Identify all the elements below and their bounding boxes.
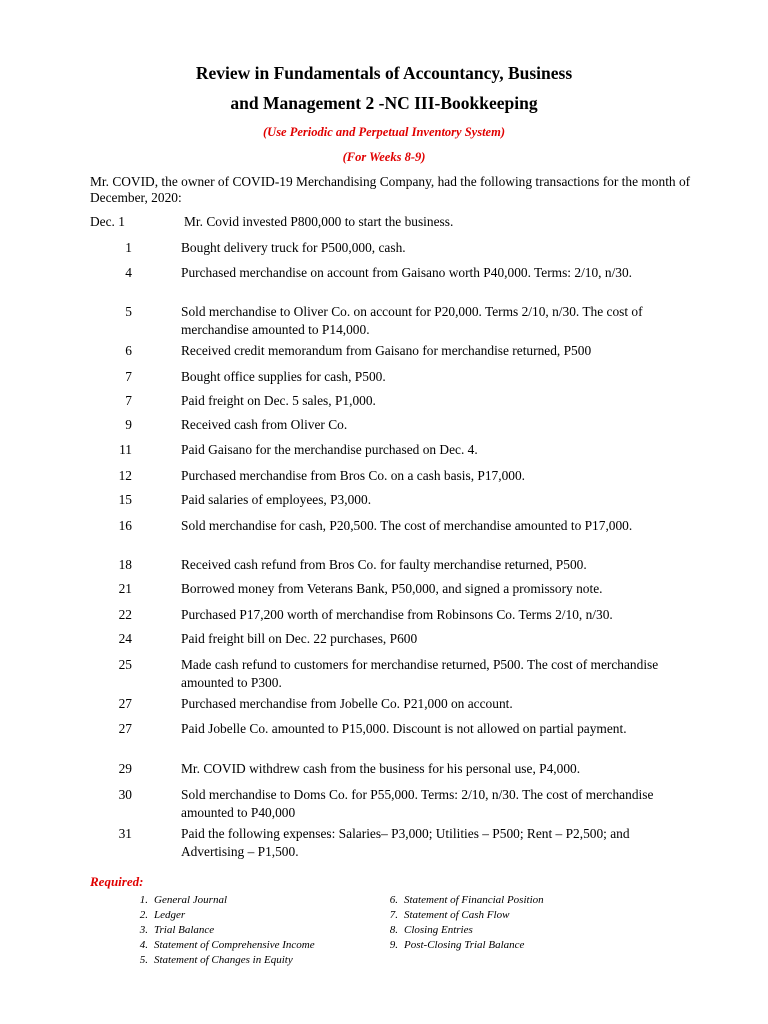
list-text: Statement of Cash Flow	[404, 909, 510, 921]
list-item	[126, 908, 315, 923]
transaction-day: 31	[118, 826, 132, 841]
list-item	[126, 953, 315, 968]
transaction-day: 15	[118, 492, 132, 507]
intro-paragraph: Mr. COVID, the owner of COVID-19 Merchandising Company, had the following transactions for the month of December, 2020:	[90, 174, 691, 205]
transaction-description: Sold merchandise for cash, P20,500. The cost of merchandise amounted to P17,000.	[181, 518, 633, 533]
transaction-day: 11	[119, 442, 132, 457]
list-text: Trial Balance	[154, 924, 215, 936]
list-number: 7.	[389, 909, 398, 921]
list-item	[376, 908, 544, 923]
transaction-date: Dec. 1	[90, 214, 125, 229]
transaction-description: Paid salaries of employees, P3,000.	[181, 492, 372, 507]
transaction-description: Purchased merchandise on account from Gaisano worth P40,000. Terms: 2/10, n/30.	[181, 265, 633, 280]
transaction-day: 27	[118, 721, 132, 736]
list-text: Statement of Comprehensive Income	[154, 939, 315, 951]
transaction-day: 30	[118, 787, 132, 802]
transaction-day: 27	[118, 696, 132, 711]
transaction-description: Borrowed money from Veterans Bank, P50,000, and signed a promissory note.	[181, 581, 603, 596]
document-title-line-2: and Management 2 -NC III-Bookkeeping	[230, 93, 538, 113]
transaction-day: 12	[118, 468, 132, 483]
list-number: 9.	[389, 939, 398, 951]
subtitle-weeks: (For Weeks 8-9)	[342, 150, 426, 164]
transaction-description: Received cash from Oliver Co.	[181, 417, 348, 432]
transaction-day: 18	[118, 557, 132, 572]
transaction-day: 29	[118, 761, 132, 776]
transaction-description: Paid Gaisano for the merchandise purchased on Dec. 4.	[181, 442, 478, 457]
list-item	[376, 893, 544, 908]
required-list-left	[126, 893, 315, 968]
transaction-day: 5	[125, 304, 132, 319]
list-number: 3.	[139, 924, 148, 936]
transaction-day: 7	[125, 393, 132, 408]
transaction-description: Purchased P17,200 worth of merchandise from Robinsons Co. Terms 2/10, n/30.	[181, 607, 613, 622]
transaction-day: 16	[118, 518, 132, 533]
list-number: 5.	[139, 954, 148, 966]
list-number: 8.	[389, 924, 398, 936]
list-item	[376, 938, 544, 953]
list-text: Ledger	[154, 909, 186, 921]
list-item	[126, 923, 315, 938]
transaction-day: 7	[125, 369, 132, 384]
transaction-description: Sold merchandise to Oliver Co. on account for P20,000. Terms 2/10, n/30. The cost of merchandise amounted to P14,000.	[181, 304, 643, 337]
list-item	[126, 893, 315, 908]
transaction-description: Received credit memorandum from Gaisano for merchandise returned, P500	[181, 343, 592, 358]
transaction-description: Mr. COVID withdrew cash from the business for his personal use, P4,000.	[181, 761, 581, 776]
transaction-day: 21	[118, 581, 132, 596]
transaction-description: Purchased merchandise from Jobelle Co. P21,000 on account.	[181, 696, 513, 711]
transaction-day: 22	[118, 607, 132, 622]
transaction-day: 4	[125, 265, 132, 280]
transaction-description: Bought office supplies for cash, P500.	[181, 369, 386, 384]
list-number: 1.	[139, 894, 148, 906]
list-text: Statement of Changes in Equity	[154, 954, 293, 966]
transaction-description: Paid Jobelle Co. amounted to P15,000. Discount is not allowed on partial payment.	[181, 721, 627, 736]
transaction-description: Paid freight on Dec. 5 sales, P1,000.	[181, 393, 376, 408]
transaction-description: Sold merchandise to Doms Co. for P55,000. Terms: 2/10, n/30. The cost of merchandise amounted to P40,000	[181, 787, 654, 820]
list-number: 6.	[389, 894, 398, 906]
list-item	[376, 923, 544, 938]
required-list-right	[376, 893, 544, 953]
transaction-description: Paid freight bill on Dec. 22 purchases, P600	[181, 631, 418, 646]
list-text: Statement of Financial Position	[404, 894, 544, 906]
list-text: Closing Entries	[404, 924, 473, 936]
required-heading: Required:	[90, 874, 144, 889]
transaction-description: Mr. Covid invested P800,000 to start the business.	[184, 214, 454, 229]
list-number: 2.	[139, 909, 148, 921]
subtitle-inventory-system: (Use Periodic and Perpetual Inventory System)	[263, 125, 505, 139]
transaction-day: 1	[125, 240, 132, 255]
list-number: 4.	[139, 939, 148, 951]
transaction-description: Received cash refund from Bros Co. for faulty merchandise returned, P500.	[181, 557, 587, 572]
transaction-day: 25	[118, 657, 132, 672]
document-title-line-1: Review in Fundamentals of Accountancy, Business	[195, 63, 573, 83]
transaction-description: Made cash refund to customers for merchandise returned, P500. The cost of merchandise amounted to P300.	[181, 657, 659, 690]
list-text: Post-Closing Trial Balance	[404, 939, 525, 951]
transaction-day: 24	[118, 631, 132, 646]
list-item	[126, 938, 315, 953]
transaction-day: 9	[125, 417, 132, 432]
transaction-day: 6	[125, 343, 132, 358]
list-text: General Journal	[154, 894, 228, 906]
transaction-description: Bought delivery truck for P500,000, cash.	[181, 240, 406, 255]
transaction-description: Purchased merchandise from Bros Co. on a cash basis, P17,000.	[181, 468, 526, 483]
transaction-description: Paid the following expenses: Salaries– P3,000; Utilities – P500; Rent – P2,500; and Advertising – P1,500.	[181, 826, 630, 859]
